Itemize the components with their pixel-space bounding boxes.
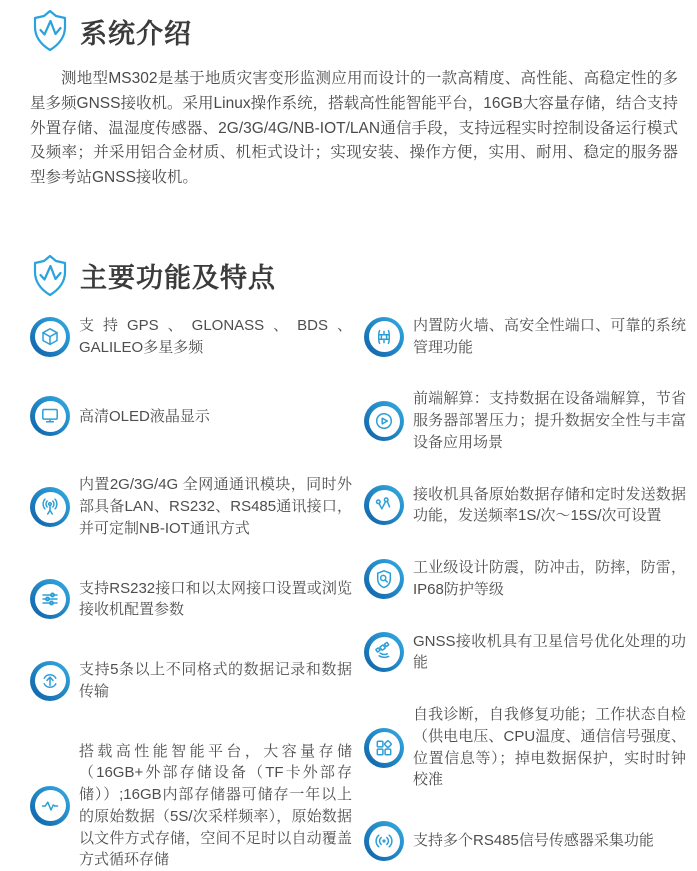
self-check-icon	[364, 728, 404, 768]
sliders-icon	[30, 579, 70, 619]
broadcast-icon	[364, 821, 404, 861]
feature-item	[364, 557, 686, 601]
feature-text: GNSS接收机具有卫星信号优化处理的功能	[413, 632, 686, 672]
feature-text: 内置2G/3G/4G 全网通通讯模块，同时外部具备LAN、RS232、RS485通讯接口，并可定制NB-IOT通讯方式	[79, 476, 352, 537]
feature-item	[364, 631, 686, 675]
feature-item	[364, 704, 686, 791]
feature-text: 支持多个RS485信号传感器采集功能	[413, 832, 654, 850]
feature-text: 接收机具备原始数据存储和定时发送数据功能，发送频率1S/次～15S/次可设置	[413, 485, 686, 525]
satellite-signal-icon	[364, 632, 404, 672]
feature-item	[364, 821, 686, 861]
upload-icon	[30, 661, 70, 701]
features-column-left	[30, 315, 352, 871]
shield-search-icon	[364, 559, 404, 599]
feature-item	[30, 741, 352, 871]
features-column-right	[364, 315, 686, 871]
feature-text: 高清OLED液晶显示	[79, 407, 210, 425]
features-grid	[30, 315, 686, 871]
cube-icon	[30, 317, 70, 357]
scatter-graph-icon	[364, 485, 404, 525]
feature-item	[364, 484, 686, 528]
feature-item	[364, 315, 686, 359]
feature-text: 搭载高性能智能平台，大容量存储（16GB+外部存储设备（TF卡外部存储））;16GB内部存储器可储存一年以上的原始数据（5S/次采样频率），原始数据以文件方式存储，空间不足时以自动覆盖方式循环存储	[79, 742, 352, 869]
feature-text: 内置防火墙、高安全性端口、可靠的系统管理功能	[413, 316, 686, 356]
feature-item	[364, 388, 686, 453]
shield-pulse-icon	[30, 8, 70, 54]
feature-item	[30, 474, 352, 539]
intro-title: 系统介绍	[80, 18, 192, 49]
firewall-icon	[364, 317, 404, 357]
features-section-header	[30, 253, 686, 299]
feature-item	[30, 578, 352, 622]
feature-text: 工业级设计防震，防冲击，防摔，防雷，IP68防护等级	[413, 559, 686, 598]
feature-item	[30, 659, 352, 703]
feature-item	[30, 396, 352, 436]
pulse-icon	[30, 786, 70, 826]
shield-pulse-icon	[30, 253, 70, 299]
antenna-icon	[30, 487, 70, 527]
feature-text: 自我诊断，自我修复功能；工作状态自检（供电电压、CPU温度、通信信号强度、位置信息等）；掉电数据保护，实时时钟校准	[413, 706, 686, 789]
monitor-icon	[30, 396, 70, 436]
feature-text: 前端解算：支持数据在设备端解算，节省服务器部署压力；提升数据安全性与丰富设备应用场景	[413, 390, 686, 451]
features-title: 主要功能及特点	[80, 263, 276, 294]
feature-text: 支持GPS、GLONASS、BDS、GALILEO多星多频	[79, 316, 352, 356]
feature-item	[30, 315, 352, 359]
intro-paragraph: 测地型MS302是基于地质灾害变形监测应用而设计的一款高精度、高性能、高稳定性的多星多频GNSS接收机。采用Linux操作系统，搭载高性能智能平台，16GB大容量存储，结合支持外置存储、温湿度传感器、2G/3G/4G/NB-IOT/LAN通信手段，支持远程实时控制设备运行模式及频率；并采用铝合金材质、机柜式设计；实现安装、操作方便，实用、耐用、稳定的服务器型参考站GNSS接收机。	[30, 70, 678, 187]
feature-text: 支持5条以上不同格式的数据记录和数据传输	[79, 661, 352, 700]
play-circle-icon	[364, 401, 404, 441]
feature-text: 支持RS232接口和以太网接口设置或浏览接收机配置参数	[79, 579, 352, 619]
intro-section-header	[30, 8, 686, 54]
